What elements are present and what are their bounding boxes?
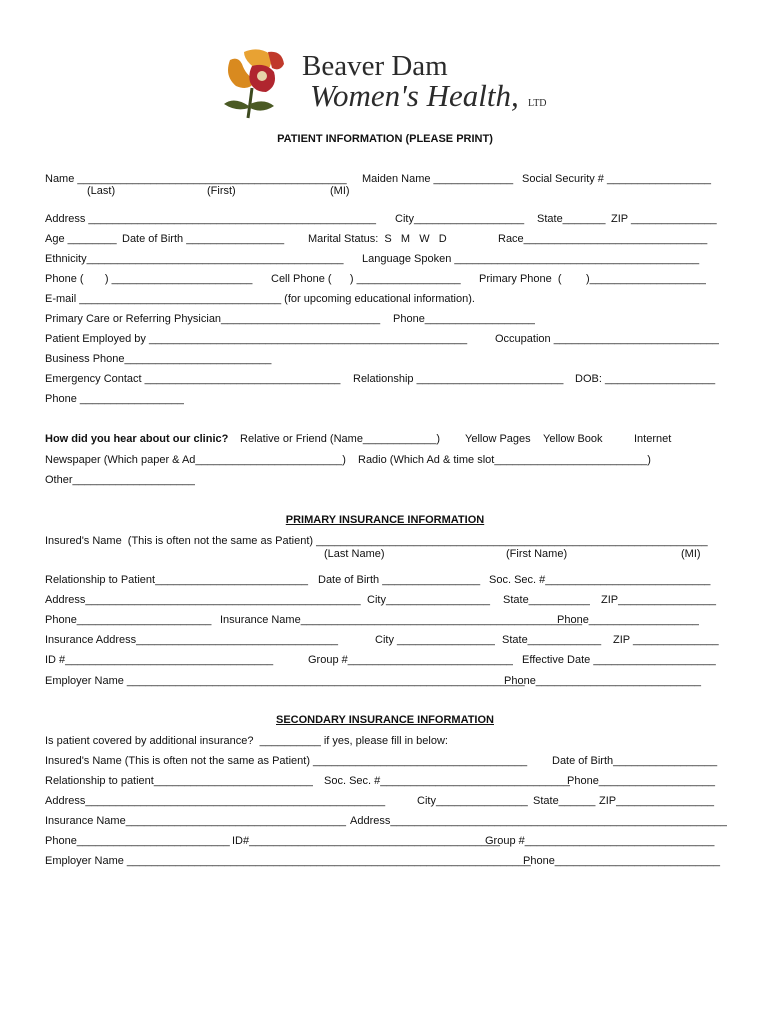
logo-line2: Women's Health, (310, 78, 519, 113)
secondary-address-row[interactable] (45, 795, 725, 809)
secondary-insured-row[interactable] (45, 755, 725, 769)
relationship-field[interactable]: Relationship ________________________ (353, 373, 564, 385)
pcp-row[interactable] (45, 313, 725, 327)
business-phone-row[interactable] (45, 353, 725, 367)
secondary-phone-row[interactable] (45, 835, 725, 849)
emergency-phone-row[interactable] (45, 393, 725, 407)
age-field[interactable]: Age ________ (45, 233, 117, 245)
sub-first-name: (First Name) (506, 548, 568, 560)
primary-city-field[interactable]: City_________________ (367, 594, 490, 606)
primary-socsec-field[interactable]: Soc. Sec. #___________________________ (489, 574, 711, 586)
email-field[interactable]: E-mail _________________________________ (for upcoming educational information). (45, 293, 475, 305)
primary-address-row[interactable] (45, 594, 725, 608)
referral-question: How did you hear about our clinic? (45, 433, 229, 445)
address-row[interactable] (45, 213, 725, 227)
sub-mi: (MI) (681, 548, 701, 560)
effective-date-field[interactable]: Effective Date ____________________ (522, 654, 716, 666)
primary-id-field[interactable]: ID #__________________________________ (45, 654, 274, 666)
city-field[interactable]: City__________________ (395, 213, 525, 225)
employer-row[interactable] (45, 333, 725, 347)
secondary-insurance-name-row[interactable] (45, 815, 725, 829)
ssn-field[interactable]: Social Security # _________________ (522, 173, 711, 185)
insurance-phone-field[interactable]: Phone__________________ (557, 614, 699, 626)
pcp-phone-field[interactable]: Phone__________________ (393, 313, 535, 325)
secondary-insurance-address-field[interactable]: Address_______________________________________________________ (350, 815, 727, 827)
secondary-employer-row[interactable] (45, 855, 725, 869)
marital-status[interactable]: Marital Status: S M W D (308, 233, 447, 245)
phone-field[interactable]: Phone ( ) _______________________ (45, 273, 253, 285)
relative-friend-option[interactable]: Relative or Friend (Name____________) (237, 433, 441, 445)
primary-dob-field[interactable]: Date of Birth ________________ (318, 574, 481, 586)
primary-employer-field[interactable]: Employer Name _________________________________________________________________ (45, 675, 525, 687)
secondary-id-field[interactable]: ID#_________________________________________ (232, 835, 500, 847)
sub-last: (Last) (87, 185, 116, 197)
primary-state-field[interactable]: State__________ (503, 594, 590, 606)
emergency-contact-field[interactable]: Emergency Contact ________________________________ (45, 373, 341, 385)
primary-employer-phone-field[interactable]: Phone___________________________ (504, 675, 701, 687)
primary-address-field[interactable]: Address_____________________________________________ (45, 594, 361, 606)
primary-id-row[interactable] (45, 654, 725, 668)
dob-field[interactable]: Date of Birth ________________ (122, 233, 285, 245)
insurance-zip-field[interactable]: ZIP ______________ (613, 634, 719, 646)
secondary-phone-field[interactable]: Phone___________________ (567, 775, 716, 787)
primary-phone-row[interactable] (45, 614, 725, 628)
insurance-address-row[interactable] (45, 634, 725, 648)
secondary-insured-name-field[interactable]: Insured's Name (This is often not the same as Patient) ___________________________________ (45, 755, 528, 767)
primary-group-field[interactable]: Group #___________________________ (308, 654, 513, 666)
insurance-city-field[interactable]: City ________________ (375, 634, 495, 646)
secondary-insurance-heading: SECONDARY INSURANCE INFORMATION (276, 714, 494, 726)
insurance-address-field[interactable]: Insurance Address_________________________________ (45, 634, 338, 646)
logo-line1: Beaver Dam (302, 50, 448, 82)
name-field[interactable]: Name ____________________________________________ (45, 173, 347, 185)
additional-insurance-field[interactable]: Is patient covered by additional insurance? __________ if yes, please fill in below: (45, 735, 448, 747)
referral-row2[interactable] (45, 454, 725, 468)
primary-insurance-heading: PRIMARY INSURANCE INFORMATION (285, 514, 485, 526)
secondary-insurance-name-field[interactable]: Insurance Name____________________________________ (45, 815, 346, 827)
secondary-employer-phone-field[interactable]: Phone___________________________ (523, 855, 720, 867)
rose-icon (222, 46, 302, 120)
primary-insured-row[interactable] (45, 535, 725, 549)
language-field[interactable]: Language Spoken ________________________________________ (362, 253, 700, 265)
pcp-field[interactable]: Primary Care or Referring Physician__________________________ (45, 313, 381, 325)
primary-insured-sub-row (45, 548, 725, 562)
emergency-dob-field[interactable]: DOB: __________________ (575, 373, 716, 385)
phone-row[interactable] (45, 273, 725, 287)
ethnicity-row[interactable] (45, 253, 725, 267)
email-row[interactable] (45, 293, 725, 307)
state-field[interactable]: State_______ (537, 213, 606, 225)
secondary-group-field[interactable]: Group #_______________________________ (485, 835, 715, 847)
primary-employer-row[interactable] (45, 675, 725, 689)
secondary-zip-field[interactable]: ZIP________________ (599, 795, 714, 807)
ethnicity-field[interactable]: Ethnicity__________________________________________ (45, 253, 344, 265)
address-field[interactable]: Address _______________________________________________ (45, 213, 376, 225)
logo-suffix: LTD (528, 98, 547, 109)
name-sub-row (45, 185, 725, 199)
internet-option[interactable]: Internet (634, 433, 672, 445)
secondary-relationship-row[interactable] (45, 775, 725, 789)
form-title: PATIENT INFORMATION (PLEASE PRINT) (277, 133, 493, 145)
other-option[interactable]: Other____________________ (45, 474, 195, 486)
sub-first: (First) (207, 185, 236, 197)
patient-employer-field[interactable]: Patient Employed by ____________________________________________________ (45, 333, 468, 345)
insurance-name-field[interactable]: Insurance Name______________________________________________ (220, 614, 583, 626)
primary-insured-name-field[interactable]: Insured's Name (This is often not the same as Patient) ________________________________________________________________ (45, 535, 708, 547)
race-field[interactable]: Race______________________________ (498, 233, 708, 245)
newspaper-option[interactable]: Newspaper (Which paper & Ad________________________) (45, 454, 346, 466)
primary-phone-field[interactable]: Primary Phone ( )___________________ (479, 273, 706, 285)
insurance-state-field[interactable]: State____________ (502, 634, 602, 646)
yellow-book-option[interactable]: Yellow Book (543, 433, 603, 445)
secondary-relationship-field[interactable]: Relationship to patient__________________________ (45, 775, 313, 787)
referral-row[interactable] (45, 433, 725, 447)
business-phone-field[interactable]: Business Phone________________________ (45, 353, 272, 365)
sub-last-name: (Last Name) (324, 548, 385, 560)
secondary-employer-field[interactable]: Employer Name __________________________________________________________________ (45, 855, 531, 867)
secondary-dob-field[interactable]: Date of Birth_________________ (552, 755, 718, 767)
secondary-city-field[interactable]: City_______________ (417, 795, 528, 807)
primary-relationship-row[interactable] (45, 574, 725, 588)
occupation-field[interactable]: Occupation ___________________________ (495, 333, 719, 345)
age-row[interactable] (45, 233, 725, 247)
radio-option[interactable]: Radio (Which Ad & time slot_________________________) (358, 454, 651, 466)
secondary-covered-row[interactable] (45, 735, 725, 749)
emergency-row[interactable] (45, 373, 725, 387)
referral-row3[interactable] (45, 474, 725, 488)
sub-mi: (MI) (330, 185, 350, 197)
primary-zip-field[interactable]: ZIP________________ (601, 594, 716, 606)
zip-field[interactable]: ZIP ______________ (611, 213, 717, 225)
yellow-pages-option[interactable]: Yellow Pages (465, 433, 531, 445)
maiden-name-field[interactable]: Maiden Name _____________ (362, 173, 514, 185)
secondary-phone2-field[interactable]: Phone_________________________ (45, 835, 230, 847)
secondary-state-field[interactable]: State______ (533, 795, 596, 807)
cell-phone-field[interactable]: Cell Phone ( ) _________________ (271, 273, 461, 285)
secondary-socsec-field[interactable]: Soc. Sec. #_______________________________ (324, 775, 570, 787)
primary-relationship-field[interactable]: Relationship to Patient_________________________ (45, 574, 309, 586)
primary-phone-field[interactable]: Phone______________________ (45, 614, 212, 626)
clinic-logo (222, 46, 552, 120)
secondary-address-field[interactable]: Address_________________________________________________ (45, 795, 386, 807)
emergency-phone-field[interactable]: Phone _________________ (45, 393, 184, 405)
